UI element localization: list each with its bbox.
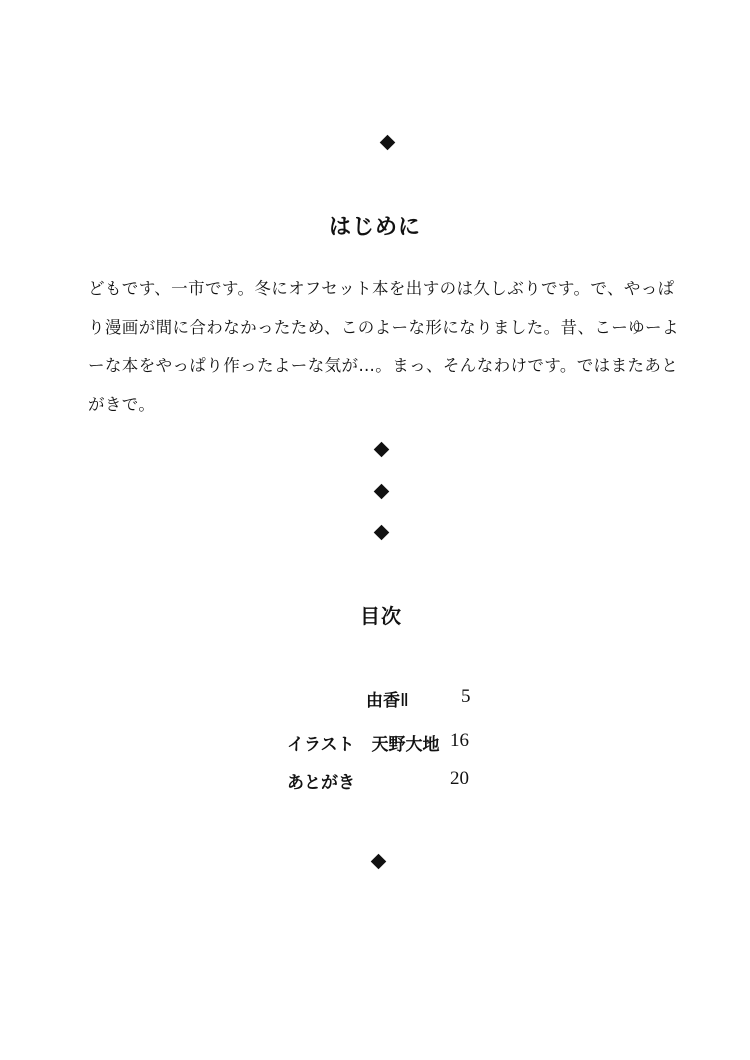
toc-entry-label: イラスト 天野大地 [287, 735, 440, 755]
diamond-ornament-1 [374, 442, 390, 458]
diamond-ornament-3 [374, 525, 390, 541]
toc-entry-page: 5 [461, 686, 471, 707]
intro-body: どもです、一市です。冬にオフセット本を出すのは久しぶりです。で、やっぱ り漫画が間に合わなかったため、このよーな形になりました。昔、こーゆーよ ーな本をやっぱり作ったよーな気が…。まっ、そんなわけです。ではまたあと がきで。 [88, 279, 679, 414]
toc-entry-page: 16 [450, 730, 469, 751]
toc-entry-label: 由香Ⅱ [366, 690, 409, 711]
intro-heading: はじめに [328, 215, 421, 240]
toc-entry-label: あとがき [287, 773, 355, 793]
toc-heading: 目次 [360, 604, 402, 628]
diamond-ornament-bottom [371, 854, 387, 870]
diamond-ornament-top [380, 135, 396, 151]
toc-entry-page: 20 [450, 768, 469, 789]
diamond-ornament-2 [374, 484, 390, 500]
